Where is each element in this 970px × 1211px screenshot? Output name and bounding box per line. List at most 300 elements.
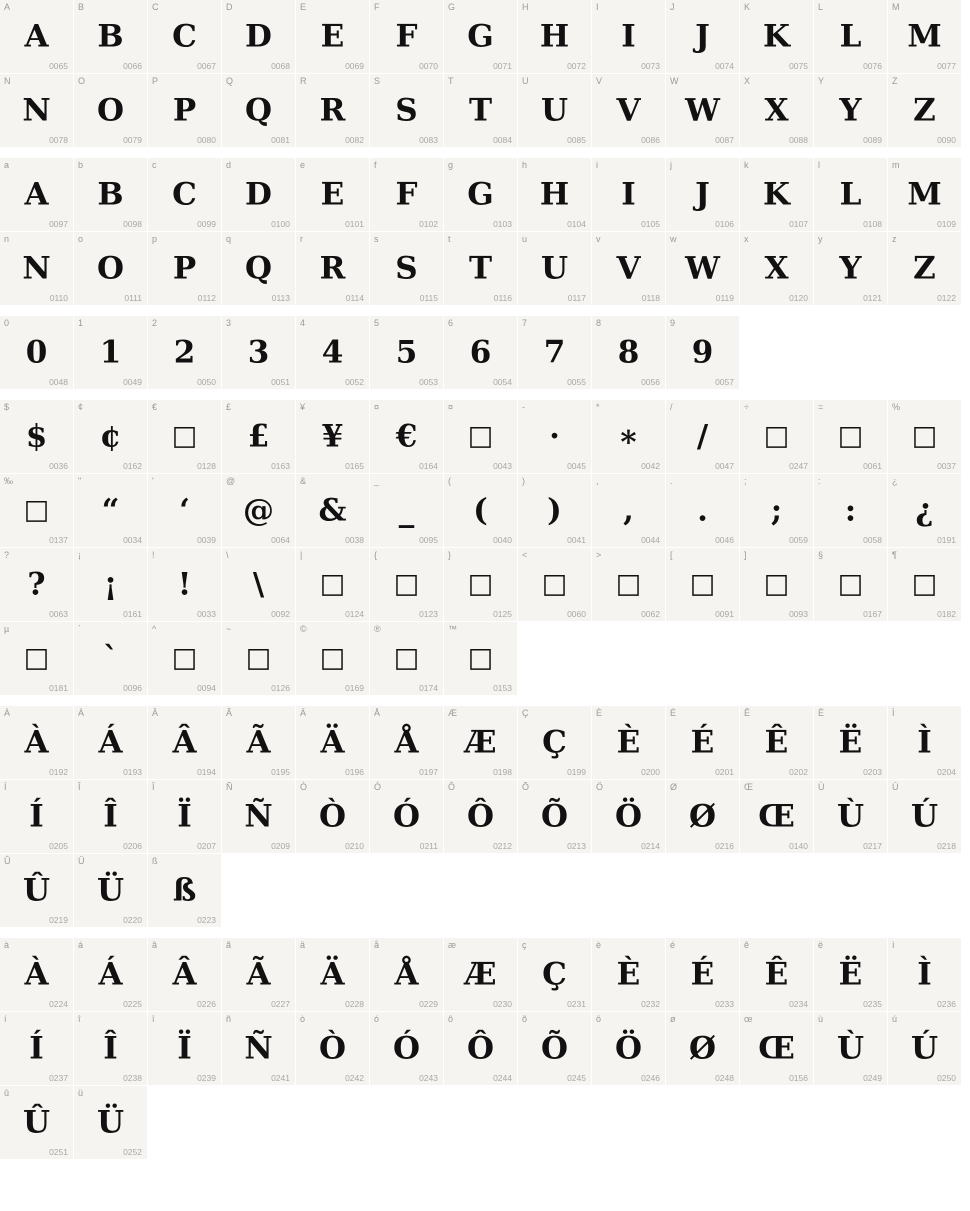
glyph-cell[interactable] [814,706,888,780]
glyph-cell[interactable] [814,400,888,474]
glyph-char-label: c [152,160,157,170]
glyph-cell[interactable] [666,548,740,622]
glyph-cell[interactable] [592,938,666,1012]
glyph-char-label: 9 [670,318,676,328]
glyph-char-code: 0057 [715,377,734,387]
glyph-cell[interactable] [222,780,296,854]
glyph-cell[interactable] [148,400,222,474]
glyph-cell[interactable] [444,232,518,306]
glyph-cell[interactable] [666,158,740,232]
glyph-cell[interactable] [740,74,814,148]
glyph-char-code: 0064 [271,535,290,545]
glyph-cell[interactable] [666,0,740,74]
glyph-render: Q [244,91,272,128]
glyph-char-label: ® [374,624,381,634]
glyph-render: □ [467,567,494,599]
glyph-cell[interactable] [518,400,592,474]
glyph-render: Ï [177,1029,192,1066]
glyph-char-code: 0096 [123,683,142,693]
glyph-cell[interactable] [888,706,962,780]
glyph-cell[interactable] [0,74,74,148]
glyph-cell[interactable] [814,938,888,1012]
glyph-char-label: } [448,550,452,560]
glyph-char-label: ` [78,624,81,634]
glyph-cell[interactable] [0,400,74,474]
glyph-cell[interactable] [0,780,74,854]
glyph-cell[interactable] [0,854,74,928]
glyph-cell[interactable] [74,0,148,74]
glyph-cell[interactable] [740,0,814,74]
glyph-cell[interactable] [0,0,74,74]
glyph-char-code: 0104 [567,219,586,229]
glyph-cell[interactable] [74,1086,148,1160]
glyph-cell[interactable] [666,316,740,390]
glyph-cell[interactable] [222,1012,296,1086]
glyph-cell[interactable] [740,706,814,780]
glyph-cell[interactable] [666,232,740,306]
glyph-cell[interactable] [0,1012,74,1086]
glyph-char-code: 0123 [419,609,438,619]
glyph-render: N [22,249,51,286]
glyph-char-label: J [670,2,675,12]
glyph-char-label: 3 [226,318,232,328]
glyph-cell[interactable] [296,158,370,232]
glyph-render: É [690,955,715,992]
glyph-char-code: 0045 [567,461,586,471]
glyph-char-code: 0100 [271,219,290,229]
glyph-char-label: b [78,160,84,170]
glyph-char-label: - [522,402,525,412]
glyph-cell[interactable] [814,158,888,232]
glyph-cell[interactable] [592,316,666,390]
glyph-char-label: U [522,76,529,86]
glyph-cell[interactable] [444,74,518,148]
glyph-char-code: 0078 [49,135,68,145]
glyph-cell[interactable] [74,548,148,622]
glyph-char-label: w [670,234,677,244]
glyph-cell[interactable] [888,780,962,854]
glyph-render: ( [473,491,488,528]
glyph-cell[interactable] [814,548,888,622]
glyph-cell[interactable] [296,706,370,780]
glyph-render: Œ [758,1029,795,1066]
glyph-cell[interactable] [740,474,814,548]
glyph-cell[interactable] [370,474,444,548]
glyph-render: _ [398,491,415,528]
glyph-cell[interactable] [0,316,74,390]
glyph-render: B [97,175,124,212]
glyph-cell[interactable] [222,74,296,148]
glyph-cell[interactable] [74,474,148,548]
glyph-cell[interactable] [370,316,444,390]
glyph-cell[interactable] [222,938,296,1012]
glyph-cell[interactable] [296,232,370,306]
glyph-cell[interactable] [444,938,518,1012]
glyph-cell[interactable] [888,1012,962,1086]
glyph-char-code: 0153 [493,683,512,693]
glyph-cell[interactable] [888,232,962,306]
glyph-cell[interactable] [148,706,222,780]
glyph-cell[interactable] [148,548,222,622]
glyph-cell[interactable] [814,232,888,306]
glyph-cell[interactable] [222,158,296,232]
glyph-cell[interactable] [370,0,444,74]
glyph-cell[interactable] [0,474,74,548]
glyph-render: A [24,17,49,54]
glyph-cell[interactable] [444,158,518,232]
glyph-cell[interactable] [296,400,370,474]
glyph-char-code: 0046 [715,535,734,545]
glyph-cell[interactable] [296,780,370,854]
glyph-cell[interactable] [518,316,592,390]
glyph-char-code: 0125 [493,609,512,619]
glyph-cell[interactable] [370,74,444,148]
glyph-cell[interactable] [74,400,148,474]
glyph-cell[interactable] [518,938,592,1012]
glyph-render: Â [172,955,197,992]
glyph-char-code: 0243 [419,1073,438,1083]
glyph-char-code: 0033 [197,609,216,619]
glyph-render: ` [102,639,119,676]
glyph-char-label: @ [226,476,236,486]
glyph-render: Ê [764,723,789,760]
glyph-char-code: 0192 [49,767,68,777]
glyph-cell[interactable] [814,0,888,74]
glyph-cell[interactable] [444,474,518,548]
glyph-cell[interactable] [444,316,518,390]
glyph-char-label: & [300,476,307,486]
glyph-cell[interactable] [0,232,74,306]
glyph-render: □ [763,419,790,451]
glyph-char-code: 0076 [863,61,882,71]
glyph-cell[interactable] [666,1012,740,1086]
glyph-cell[interactable] [222,232,296,306]
glyph-cell[interactable] [518,780,592,854]
glyph-char-code: 0079 [123,135,142,145]
glyph-char-label: Õ [522,782,530,792]
glyph-char-label: % [892,402,901,412]
glyph-cell[interactable] [0,938,74,1012]
glyph-render: Ç [542,723,567,760]
glyph-cell[interactable] [814,780,888,854]
glyph-cell[interactable] [518,548,592,622]
glyph-cell[interactable] [370,622,444,696]
glyph-cell[interactable] [370,400,444,474]
glyph-render: H [539,17,570,54]
glyph-cell[interactable] [74,1012,148,1086]
glyph-cell[interactable] [814,74,888,148]
glyph-render: $ [25,417,48,454]
glyph-char-code: 0095 [419,535,438,545]
glyph-cell[interactable] [666,74,740,148]
glyph-cell[interactable] [370,706,444,780]
glyph-char-label: œ [744,1014,753,1024]
glyph-char-code: 0089 [863,135,882,145]
glyph-char-label: Û [4,856,11,866]
glyph-cell[interactable] [148,232,222,306]
glyph-cell[interactable] [296,0,370,74]
glyph-render: □ [763,567,790,599]
glyph-char-label: Ò [300,782,308,792]
glyph-cell[interactable] [518,74,592,148]
glyph-cell[interactable] [444,400,518,474]
glyph-cell[interactable] [370,780,444,854]
glyph-char-label: Ì [892,708,895,718]
glyph-char-code: 0099 [197,219,216,229]
glyph-cell[interactable] [74,232,148,306]
glyph-render: T [468,91,493,128]
glyph-char-code: 0232 [641,999,660,1009]
glyph-cell[interactable] [148,780,222,854]
glyph-render: Æ [464,723,497,760]
glyph-char-label: s [374,234,379,244]
glyph-cell[interactable] [74,938,148,1012]
glyph-char-code: 0219 [49,915,68,925]
glyph-cell[interactable] [444,0,518,74]
glyph-cell[interactable] [888,0,962,74]
glyph-char-label: ) [522,476,525,486]
glyph-char-label: Å [374,708,381,718]
glyph-char-code: 0216 [715,841,734,851]
glyph-render: Ö [614,1029,642,1066]
glyph-char-code: 0235 [863,999,882,1009]
glyph-cell[interactable] [740,158,814,232]
glyph-render: Ù [836,797,865,834]
glyph-char-label: è [596,940,602,950]
glyph-cell[interactable] [148,1012,222,1086]
glyph-render: Z [913,249,936,286]
glyph-char-code: 0060 [567,609,586,619]
glyph-char-code: 0105 [641,219,660,229]
glyph-cell[interactable] [666,400,740,474]
glyph-render: Ã [246,955,271,992]
glyph-cell[interactable] [888,74,962,148]
glyph-cell[interactable] [592,0,666,74]
glyph-cell[interactable] [0,548,74,622]
glyph-cell[interactable] [148,0,222,74]
glyph-char-code: 0118 [641,293,660,303]
glyph-cell[interactable] [370,232,444,306]
glyph-char-code: 0182 [937,609,956,619]
glyph-render: □ [467,419,494,451]
glyph-render: T [468,249,493,286]
glyph-group-accented-uppercase [0,706,970,928]
glyph-cell[interactable] [740,938,814,1012]
glyph-char-code: 0061 [863,461,882,471]
glyph-cell[interactable] [222,474,296,548]
glyph-char-code: 0198 [493,767,512,777]
glyph-cell[interactable] [0,706,74,780]
glyph-render: Û [22,1103,51,1140]
glyph-render: Î [103,1029,118,1066]
glyph-cell[interactable] [296,1012,370,1086]
glyph-char-label: Ë [818,708,825,718]
glyph-cell[interactable] [0,158,74,232]
glyph-cell[interactable] [74,74,148,148]
glyph-cell[interactable] [592,400,666,474]
glyph-char-label: Ç [522,708,529,718]
glyph-render: Å [394,723,419,760]
glyph-char-label: | [300,550,303,560]
glyph-char-label: K [744,2,751,12]
glyph-render: ‘ [179,491,190,528]
glyph-render: F [395,175,418,212]
glyph-render: I [621,175,636,212]
glyph-cell[interactable] [222,622,296,696]
glyph-cell[interactable] [296,622,370,696]
glyph-char-code: 0161 [123,609,142,619]
glyph-char-label: o [78,234,84,244]
glyph-cell[interactable] [444,622,518,696]
glyph-char-code: 0246 [641,1073,660,1083]
glyph-cell[interactable] [814,474,888,548]
glyph-char-label: S [374,76,381,86]
glyph-char-label: E [300,2,307,12]
glyph-render: P [172,249,197,286]
glyph-cell[interactable] [222,316,296,390]
glyph-cell[interactable] [740,548,814,622]
glyph-cell[interactable] [666,706,740,780]
glyph-cell[interactable] [592,474,666,548]
glyph-render: G [467,175,494,212]
glyph-cell[interactable] [592,158,666,232]
glyph-cell[interactable] [888,548,962,622]
glyph-cell[interactable] [888,158,962,232]
glyph-cell[interactable] [0,622,74,696]
glyph-cell[interactable] [148,474,222,548]
glyph-cell[interactable] [444,1012,518,1086]
glyph-cell[interactable] [148,158,222,232]
glyph-char-code: 0074 [715,61,734,71]
glyph-char-code: 0245 [567,1073,586,1083]
glyph-char-label: R [300,76,307,86]
glyph-cell[interactable] [592,1012,666,1086]
glyph-cell[interactable] [444,780,518,854]
glyph-char-label: i [596,160,598,170]
glyph-cell[interactable] [444,706,518,780]
glyph-render: ¡ [103,565,118,602]
glyph-cell[interactable] [592,780,666,854]
glyph-cell[interactable] [74,706,148,780]
glyph-cell[interactable] [814,1012,888,1086]
glyph-cell[interactable] [0,1086,74,1160]
glyph-cell[interactable] [148,74,222,148]
glyph-cell[interactable] [444,548,518,622]
glyph-render: À [24,955,49,992]
glyph-cell[interactable] [148,316,222,390]
glyph-char-code: 0042 [641,461,660,471]
glyph-cell[interactable] [370,158,444,232]
glyph-cell[interactable] [222,400,296,474]
glyph-char-code: 0251 [49,1147,68,1157]
glyph-char-label: û [4,1088,10,1098]
glyph-cell[interactable] [666,938,740,1012]
glyph-cell[interactable] [74,854,148,928]
glyph-char-code: 0106 [715,219,734,229]
glyph-char-label: L [818,2,824,12]
glyph-render: Ó [392,797,420,834]
glyph-cell[interactable] [740,232,814,306]
glyph-cell[interactable] [222,0,296,74]
glyph-cell[interactable] [518,1012,592,1086]
glyph-cell[interactable] [888,938,962,1012]
glyph-cell[interactable] [592,548,666,622]
glyph-char-label: 6 [448,318,454,328]
glyph-cell[interactable] [74,158,148,232]
glyph-cell[interactable] [666,780,740,854]
glyph-render: □ [171,641,198,673]
glyph-cell[interactable] [222,548,296,622]
glyph-cell[interactable] [888,400,962,474]
glyph-cell[interactable] [296,316,370,390]
glyph-char-label: _ [374,476,380,486]
glyph-char-label: é [670,940,676,950]
glyph-cell[interactable] [518,232,592,306]
glyph-cell[interactable] [370,938,444,1012]
glyph-render: Ì [917,723,932,760]
glyph-cell[interactable] [370,548,444,622]
glyph-char-code: 0047 [715,461,734,471]
glyph-render: Í [29,1029,44,1066]
glyph-cell[interactable] [296,938,370,1012]
glyph-cell[interactable] [148,938,222,1012]
glyph-cell[interactable] [370,1012,444,1086]
glyph-render: 7 [543,333,566,370]
glyph-cell[interactable] [740,1012,814,1086]
glyph-cell[interactable] [518,706,592,780]
glyph-render: : [844,491,857,528]
glyph-cell[interactable] [666,474,740,548]
glyph-cell[interactable] [592,232,666,306]
glyph-char-code: 0110 [49,293,68,303]
glyph-cell[interactable] [74,316,148,390]
glyph-cell[interactable] [518,0,592,74]
glyph-char-label: à [4,940,10,950]
glyph-render: ∗ [617,417,640,454]
glyph-char-label: © [300,624,307,634]
glyph-cell[interactable] [592,706,666,780]
glyph-render: ; [770,491,783,528]
glyph-cell[interactable] [296,474,370,548]
glyph-char-label: M [892,2,900,12]
glyph-cell[interactable] [74,622,148,696]
glyph-char-label: ë [818,940,824,950]
glyph-cell[interactable] [740,400,814,474]
glyph-cell[interactable] [222,706,296,780]
glyph-char-code: 0224 [49,999,68,1009]
glyph-render: A [24,175,49,212]
glyph-char-label: n [4,234,10,244]
glyph-render: 2 [173,333,196,370]
glyph-cell[interactable] [148,622,222,696]
glyph-render: □ [23,641,50,673]
glyph-cell[interactable] [592,74,666,148]
glyph-cell[interactable] [296,74,370,148]
glyph-cell[interactable] [518,474,592,548]
glyph-render: □ [911,419,938,451]
glyph-render: À [24,723,49,760]
glyph-cell[interactable] [888,474,962,548]
glyph-char-label: C [152,2,159,12]
glyph-char-label: Q [226,76,234,86]
glyph-cell[interactable] [74,780,148,854]
glyph-cell[interactable] [148,854,222,928]
glyph-char-code: 0191 [937,535,956,545]
glyph-cell[interactable] [296,548,370,622]
glyph-cell[interactable] [740,780,814,854]
glyph-cell[interactable] [518,158,592,232]
glyph-char-code: 0174 [419,683,438,693]
